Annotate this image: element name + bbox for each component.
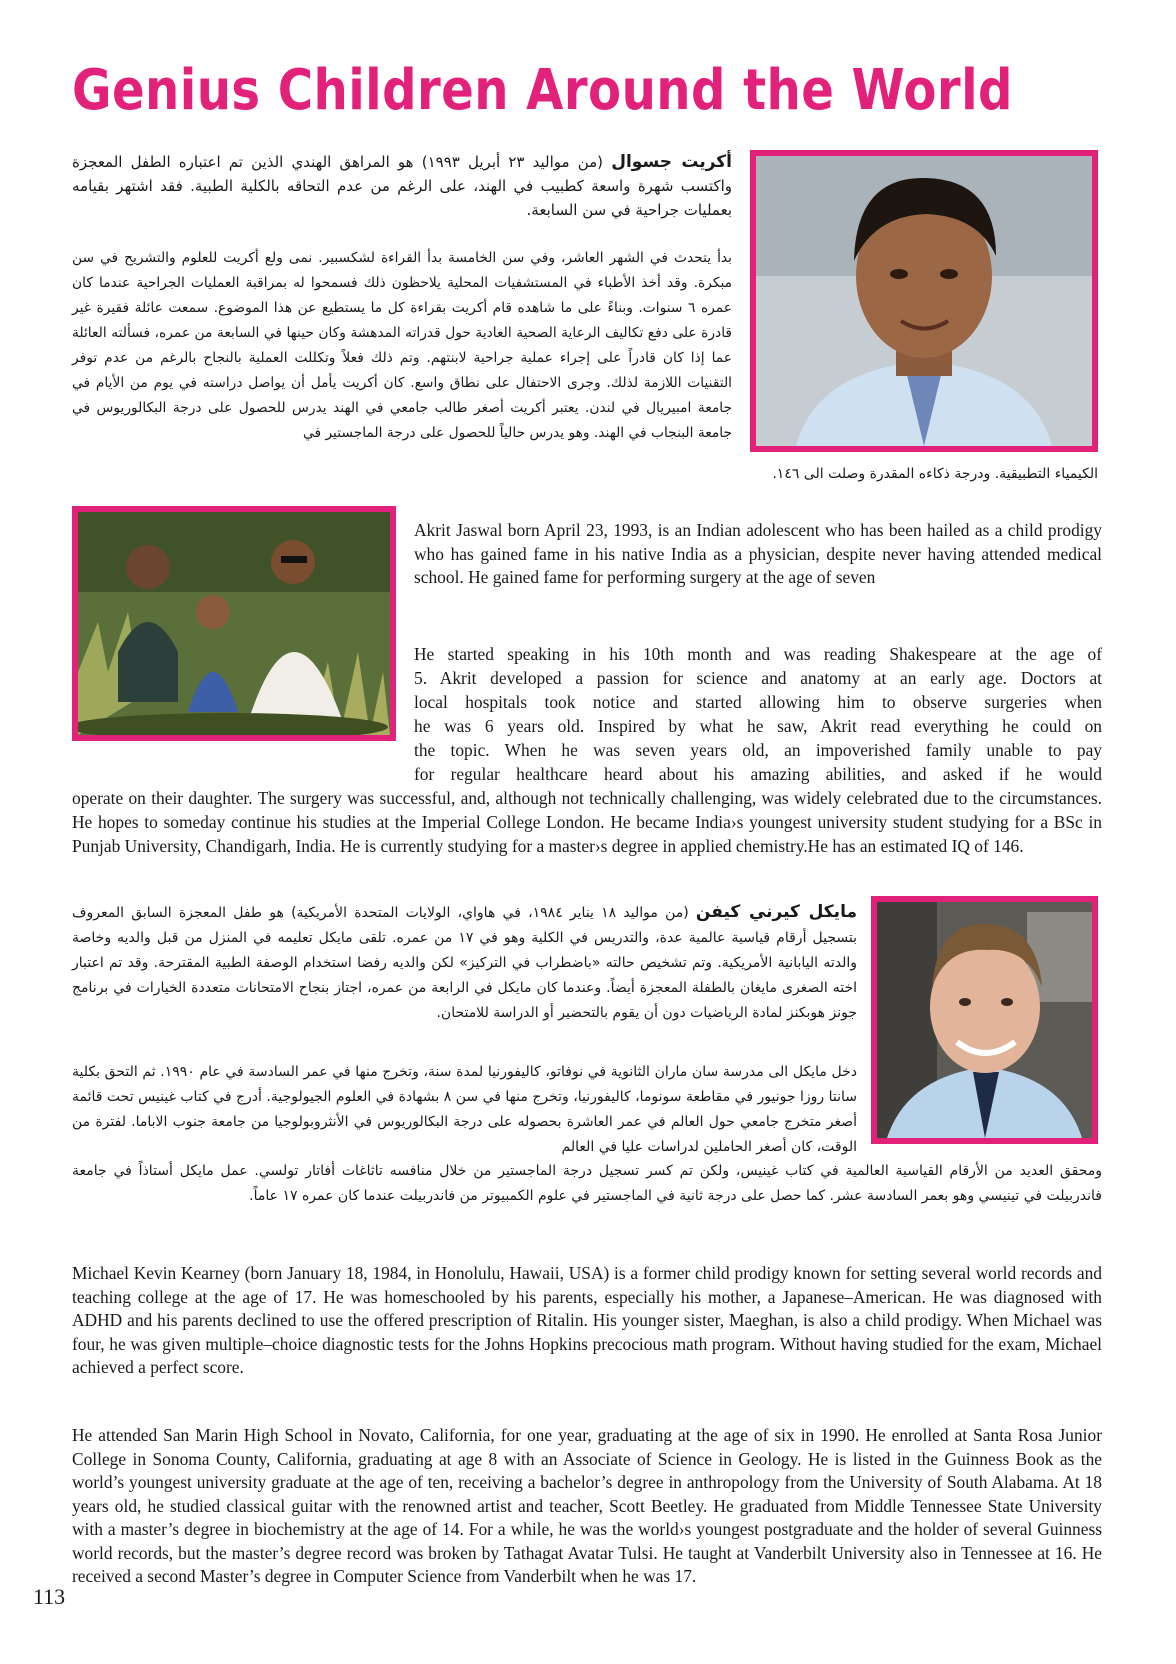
michael-english-paragraph-1: Michael Kevin Kearney (born January 18, 1984, in Honolulu, Hawaii, USA) is a former child prodigy known for setting several world records and teaching college at the age of 17. He was homeschooled by his parents, especially his mother, a Japanese–American. He was diagnosed with ADHD and his parents declined to use the offered prescription of Ritalin. His younger sister, Maeghan, is also a child prodigy. When Michael was four, he was given multiple–choice diagnostic tests for the Johns Hopkins precocious math program. Without having studied for the exam, Michael achieved a perfect score. [72, 1263, 1102, 1377]
akrit-arabic-continued: الكيمياء التطبيقية. ودرجة ذكاءه المقدرة وصلت الى ١٤٦. [772, 466, 1098, 482]
text-line: for regular healthcare heard about his amazing abilities, and asked if he would [414, 764, 1102, 784]
michael-arabic-body: دخل مايكل الى مدرسة سان ماران الثانوية في نوفاتو، كاليفورنيا لمدة سنة، وتخرج منها في عمر السادسة في عام ١٩٩٠. ثم التحق بكلية سانتا روزا جونيور في مقاطعة سونوما، كاليفورنيا، وتخرج منها في سن ٨ بشهادة في العلوم الجيولوجية. أدرج في كتاب غينيس تحت قائمة أصغر متخرج جامعي حول العالم في عمر العاشرة بحصوله على درجة البكالوريوس في الأنثروبولوجيا من جامعة جنوب الاباما. لفترة من الوقت، كان أصغر الحاملين لدراسات عليا في العالم [72, 1064, 857, 1155]
text-line: he was 6 years old. Inspired by what he saw, Akrit read everything he could on [414, 716, 1102, 736]
akrit-family-photo [72, 506, 396, 741]
akrit-arabic-body: بدأ يتحدث في الشهر العاشر، وفي سن الخامسة بدأ القراءة لشكسبير. نمى ولع أكريت للعلوم والتشريح في سن مبكرة. وقد أخذ الأطباء في المستشفيات المحلية يلاحظون ذلك فسمحوا له بمراقبة العمليات الجراحية عندما كان عمره ٦ سنوات. وبناءً على ما شاهده قام أكريت بقراءة كل ما يستطيع عن هذا الموضوع. سمعت عائلة فقيرة غير قادرة على دفع تكاليف الرعاية الصحية العادية حول قدراته المدهشة وكان حينها في السابعة من عمره، فسألته العائلة عما إذا كان قادراً على إجراء عملية جراحية لابنتهم. وتم ذلك فعلاً وتكللت العملية بالنجاح بالرغم من عدم توفر التقنيات اللازمة لذلك. وجرى الاحتفال على نطاق واسع. كان أكريت يأمل أن يواصل دراسته في يوم من الأيام في جامعة امبيريال في لندن. يعتبر أكريت أصغر طالب جامعي في الهند يدرس للحصول على درجة البكالوريوس في جامعة البنجاب في الهند. وهو يدرس حالياً للحصول على درجة الماجستير في [72, 250, 732, 441]
michael-english-paragraph-2: He attended San Marin High School in Novato, California, for one year, graduating at the age of six in 1990. He enrolled at Santa Rosa Junior College in Sonoma County, California, graduating at age 8 with an Associate of Science in Geology. He is listed in the Guinness Book as the world’s youngest university graduate at the age of ten, receiving a bachelor’s degree in anthropology from the University of South Alabama. At 18 years old, he studied classical guitar with the renowned artist and teacher, Scott Beetley. He graduated from Middle Tennessee State University with a master’s degree in biochemistry at the age of 14. For a while, he was the world›s youngest postgraduate and the holder of several Guinness world records, but the master’s degree record was broken by Tathagat Avatar Tulsi. He taught at Vanderbilt University also in Tennessee at 16. He received a second Master’s degree in Computer Science from Vanderbilt when he was 17. [72, 1425, 1102, 1586]
akrit-arabic-name: أكريت جسوال [611, 152, 732, 172]
text-line: local hospitals took notice and started allowing him to observe surgeries when [414, 692, 1102, 712]
text-line: He started speaking in his 10th month and was reading Shakespeare at the age of [414, 644, 1102, 664]
akrit-english-paragraph-1: Akrit Jaswal born April 23, 1993, is an Indian adolescent who has been hailed as a child prodigy who has gained fame in his native India as a physician, despite never having attended medical school. He gained fame for performing surgery at the age of seven [414, 520, 1102, 587]
page-title: Genius Children Around the World [72, 58, 1013, 123]
akrit-arabic-intro: أكريت جسوال (من مواليد ٢٣ أبريل ١٩٩٣) هو المراهق الهندي الذين تم اعتباره الطفل المعجزة واكتسب شهرة واسعة كطبيب في الهند، على الرغم من عدم التحاقه بالكلية الطبية. فقد اشتهر بقيامه بعمليات جراحية في سن السابعة. [72, 152, 732, 219]
page-number: 113 [33, 1584, 66, 1609]
michael-arabic-name: مايكل كيرني كيفن [695, 902, 857, 922]
akrit-english-paragraph-2-rest: operate on their daughter. The surgery was successful, and, although not technically challenging, was widely celebrated due to the circumstances. He hopes to someday continue his studies at the Imperial College London. He became India›s youngest university student studying for a BSc in Punjab University, Chandigarh, India. He is currently studying for a master›s degree in applied chemistry.He has an estimated IQ of 146. [72, 788, 1102, 856]
michael-arabic-continued: ومحقق العديد من الأرقام القياسية العالمية في كتاب غينيس، ولكن تم كسر تسجيل درجة الماجستير من خلال منافسه تاثاغات أفاتار تولسي. عمل مايكل أستاذاً في جامعة فاندربيلت في تينيسي وهو بعمر السادسة عشر. كما حصل على درجة ثانية في الماجستير في علوم الكمبيوتر من فاندربيلت عندما كان عمره ١٧ عاماً. [72, 1163, 1102, 1204]
text-line: 5. Akrit developed a passion for science and anatomy at an early age. Doctors at [414, 668, 1102, 688]
michael-arabic-intro: مايكل كيرني كيفن (من مواليد ١٨ يناير ١٩٨٤، في هاواي، الولايات المتحدة الأمريكية) هو طفل المعجزة السابق المعروف بتسجيل أرقام قياسية عالمية عدة، والتدريس في الكلية وهو في ١٧ من عمره. تلقى مايكل تعليمه في المنزل من قبل والديه وخاصة والدته اليابانية الأمريكية. وتم تشخيص حالته «باضطراب في التركيز» لكن والديه رفضا استخدام الوصفة الطبية المقترحة. وقد تم اعتبار اخته الصغرى مايغان بالطفلة المعجزة أيضاً. وعندما كان مايكل في الرابعة من عمره، اجتاز بنجاح الامتحانات متعددة الخيارات في برنامج جونز هوبكنز لمادة الرياضيات دون أن يقوم بالتحضير أو الدراسة للامتحان. [72, 902, 857, 1021]
akrit-portrait-photo [750, 150, 1098, 452]
text-line: the topic. When he was seven years old, an impoverished family unable to pay [414, 740, 1102, 760]
michael-portrait-photo [871, 896, 1098, 1144]
